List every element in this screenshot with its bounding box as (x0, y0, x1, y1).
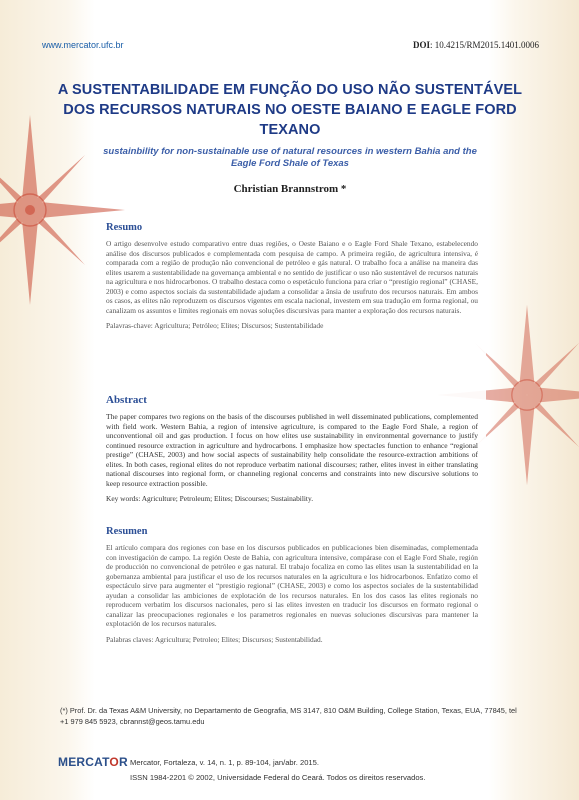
doi-reference (413, 40, 539, 50)
mercator-logo (58, 755, 128, 769)
logo-text-part: R (118, 755, 128, 769)
resumo-section (96, 214, 486, 382)
author-name: Christian Brannstrom * (233, 183, 347, 195)
resumen-keywords: Palabras claves: Agricultura; Petroleo; Elites; Discursos; Sustentabilidad. (106, 634, 323, 644)
article-subtitle: sustainbility for non-sustainable use of natural resources in western Bahia and the Eagle Ford Shale of Texas (103, 146, 477, 169)
abstract-keywords: Key words: Agriculture; Petroleum; Elites; Discourses; Sustainability. (106, 494, 314, 503)
resumen-heading: Resumen (106, 526, 148, 537)
resumen-section (96, 518, 486, 655)
journal-citation: Mercator, Fortaleza, v. 14, n. 1, p. 89-104, jan/abr. 2015. (130, 758, 319, 767)
resumo-keywords: Palavras-chave: Agricultura; Petróleo; Elites; Discursos; Sustentabilidade (106, 321, 324, 330)
journal-url-link[interactable]: www.mercator.ufc.br (42, 40, 124, 50)
abstract-heading: Abstract (106, 394, 147, 406)
doi-value: : 10.4215/RM2015.1401.0006 (429, 40, 539, 50)
resumo-heading: Resumo (106, 222, 143, 233)
abstract-section (96, 386, 486, 516)
abstract-text: The paper compares two regions on the basis of the discourses published in well disseminated publications, complemented with field work. Western Bahia, a region of intensive agriculture, is compared to the Eagle Ford Shale, a region of unconventional oil and gas production. I focus on how elites use sustainability in environmental governance to justify continued resource extraction in agriculture and hydrocarbons. I emphasize how spectacles function to enhance “regional prestige” (CHASE, 2003) and how social aspects of sustainability help consolidate the resource-extraction ambitions of elites. In both cases, regional elites do not reproduce verbatim national discourses; rather, elites invest in either translating national discourses into regional form, or channeling regional concerns and constraints into new discursive solutions to keep resource extraction possible. (106, 412, 478, 488)
logo-text-part: MERCAT (58, 755, 110, 769)
doi-label: DOI (412, 40, 430, 50)
logo-text-highlight: O (109, 755, 119, 769)
resumen-text: El artículo compara dos regiones con base en los discursos publicados en publicaciones bien diseminadas, complementada con investigación de campo. La región Oeste de Bahia, con agricultura intensive, compárase con el Eagle Ford Shale, región de producción no convencional de petróleo e gas natural. El trabajo focaliza en como las elites usan la sustentabilidad en la gobernanza ambiental para justificar el uso de los recursos naturales en la agricultura e los hidrocarbonos. Enfatizo como el espectáculo sirve para augmenter el “prestigio regional” (CHASE, 2003) e como los aspectos sociales de la sustentabilidad ayudan a consolidar las ambiciones de explotación de los recursos naturales. En los dos casos las elites regionals no reproducem verbatim los discursos nacionales, pero si las elites investen en traducir los discursos en formato regional o canalizar las preocupaciones regionales e los parametros regionales en nuevas soluciones discursivas para mantener la explotación de los recursos naturales. (106, 543, 478, 628)
author-footnote: (*) Prof. Dr. da Texas A&M University, no Departamento de Geografia, MS 3147, 810 O&M Building, College Station, Texas, EUA, 77845, tel +1 979 845 5923, cbrannst@geos.tamu.edu (60, 706, 517, 726)
issn-copyright: ISSN 1984-2201 © 2002, Universidade Federal do Ceará. Todos os direitos reservados. (130, 773, 426, 782)
resumo-text: O artigo desenvolve estudo comparativo entre duas regiões, o Oeste Baiano e o Eagle Ford Shale Texano, estabelecendo análise dos discursos publicados e complementada com pesquisa de campo. A primeira região, de agricultura intensiva, é comparada com a região de produção não convencional de petróleo e gás natural. O trabalho foca a análise na maneira das elites usarem a sustentabilidade na governança ambiental e no sentido de justificar o uso não sustentável de recursos naturais na agricultura e nos hidrocarbonos. O trabalho destaca como o espetáculo funciona para criar o “prestígio regional” (CHASE, 2003) e como aspectos sociais da sustentabilidade ajudam a consolidar a ânsia de usufruto dos recursos naturais. Em ambos os casos, as elites não reproduzem os discursos vigentes em escala nacional, investem em sua tradução em forma regional, ou canalizam os assuntos e limites regionais em novas soluções discursivas para manter a exploração dos recursos naturais. (106, 239, 478, 315)
article-title: A SUSTENTABILIDADE EM FUNÇÃO DO USO NÃO SUSTENTÁVEL DOS RECURSOS NATURAIS NO OESTE BAIANO E EAGLE FORD TEXANO (57, 82, 523, 138)
